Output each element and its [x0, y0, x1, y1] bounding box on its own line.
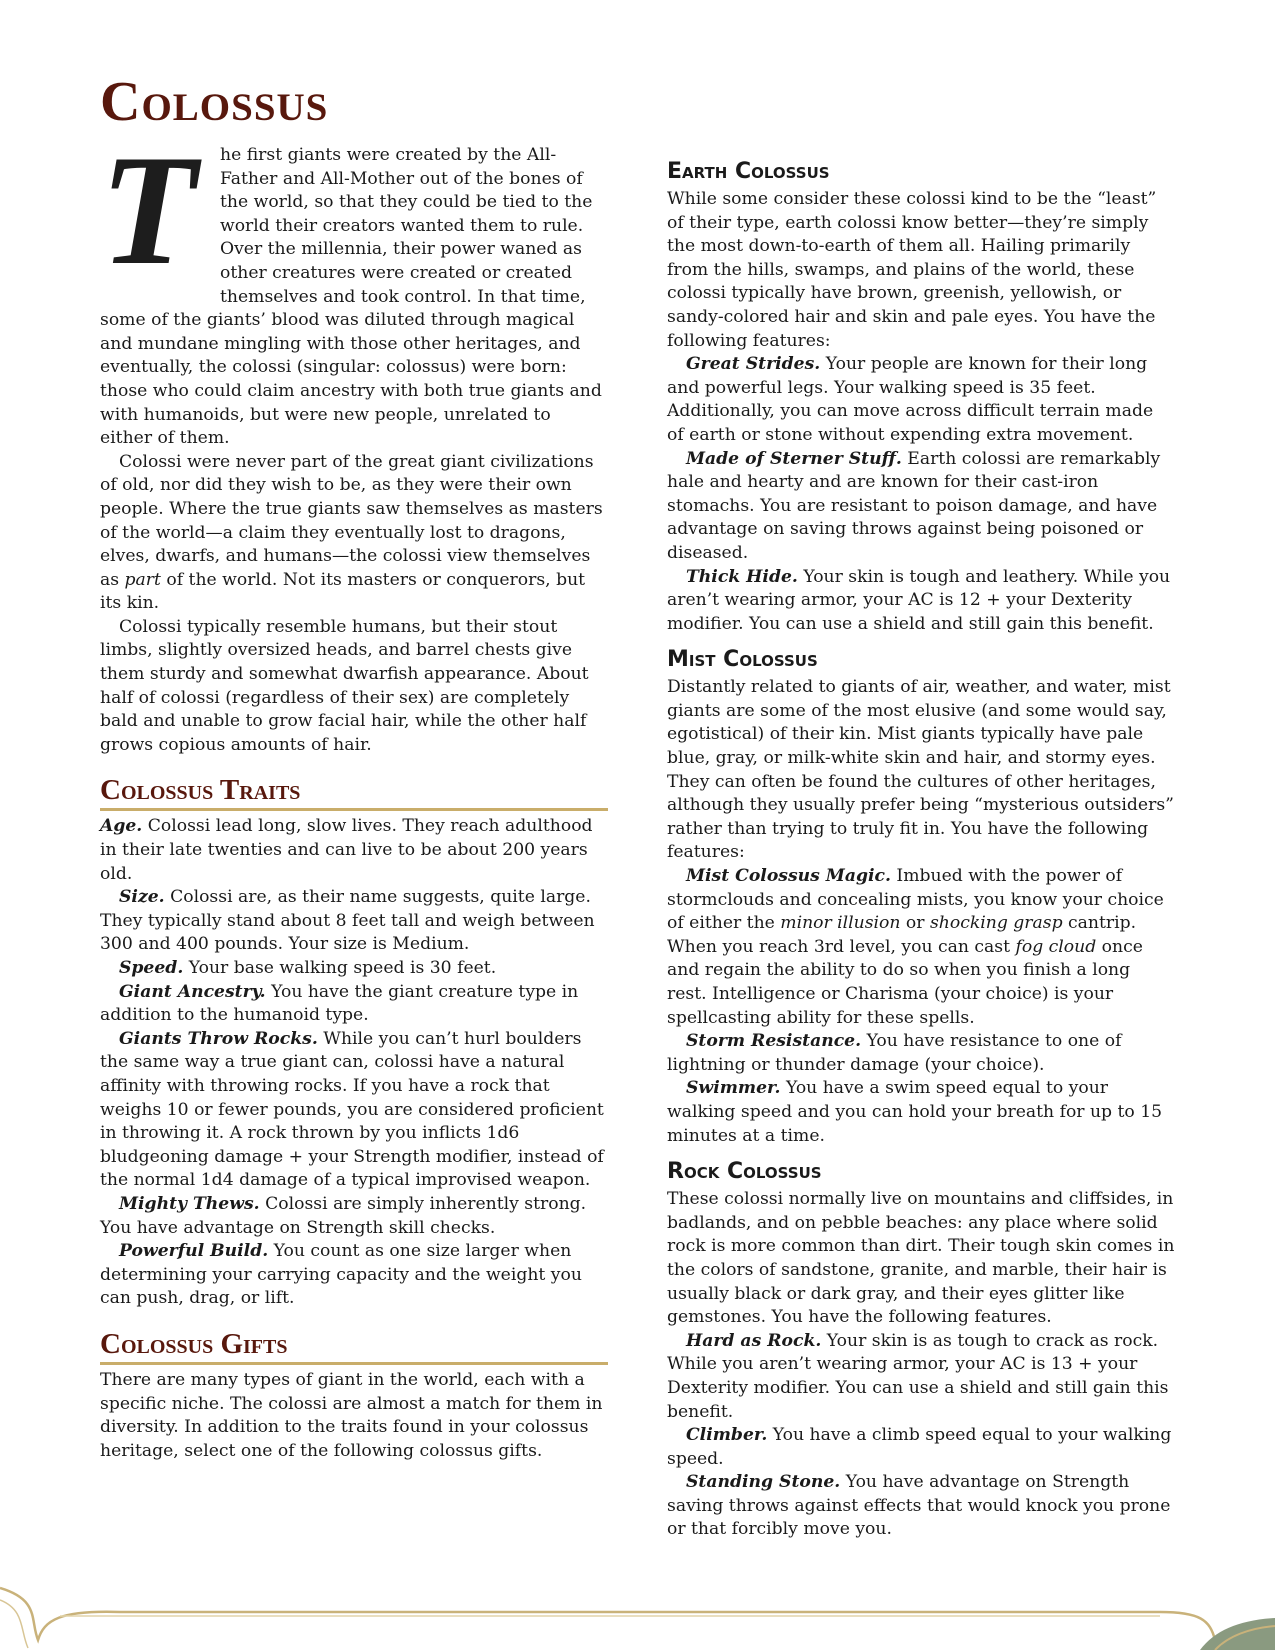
rock-standing-stone [667, 1471, 1175, 1542]
feature-text: Imbued with the power of stormclouds and concealing mists, you know your choice of either the [667, 866, 1164, 934]
feature-name: Made of Sterner Stuff. [686, 448, 902, 469]
feature-text: cantrip. When you reach 3rd level, you can cast [667, 913, 1137, 957]
footer-ornament [0, 1560, 1275, 1650]
feature-text: Your skin is tough and leathery. While you aren’t wearing armor, your AC is 12 + your Dexterity modifier. You can use a shield and still gain this benefit. [667, 566, 1171, 634]
rock-paragraph: These colossi normally live on mountains and cliffsides, in badlands, and on pebble beaches: any place where solid rock is more common than dirt. Their tough skin comes in the colors of sandstone, granite, and marble, their hair is usually black or dark gray, and their eyes glitter like gemstones. You have the following features. [667, 1189, 1175, 1328]
feature-text: or [900, 913, 930, 934]
feature-name: Standing Stone. [686, 1472, 841, 1493]
earth-thick-hide [667, 566, 1175, 637]
spell-name: fog cloud [1015, 936, 1097, 957]
feature-text: You have resistance to one of lightning or thunder damage (your choice). [667, 1031, 1122, 1075]
trait-name: Mighty Thews. [119, 1193, 260, 1214]
feature-text: once and regain the ability to do so when you finish a long rest. Intelligence or Charisma (your choice) is your spellcasting ability for these spells. [667, 936, 1143, 1028]
trait-speed [100, 957, 608, 981]
earth-sterner-stuff [667, 448, 1175, 566]
trait-name: Giants Throw Rocks. [119, 1028, 318, 1049]
feature-text: Your people are known for their long and powerful legs. Your walking speed is 35 feet. Additionally, you can move across difficult terrain made of earth or stone without expending extra movement. [667, 354, 1154, 445]
trait-name: Powerful Build. [119, 1241, 269, 1262]
mist-colossus-magic [667, 865, 1175, 1030]
feature-text: Earth colossi are remarkably hale and hearty and are known for their cast-iron stomachs. You are resistant to poison damage, and have advantage on saving throws against being poisoned or diseased. [667, 448, 1161, 563]
feature-name: Great Strides. [686, 354, 821, 375]
spell-name: minor illusion [780, 913, 901, 934]
trait-text: You have the giant creature type in addition to the humanoid type. [100, 981, 579, 1026]
trait-text: Colossi are simply inherently strong. You have advantage on Strength skill checks. [100, 1193, 587, 1238]
trait-giant-ancestry [100, 981, 608, 1028]
gifts-heading: Colossus Gifts [100, 1327, 608, 1365]
intro-emphasis: part [124, 569, 161, 590]
intro-paragraph-3: Colossi typically resemble humans, but their stout limbs, slightly oversized heads, and barrel chests give them sturdy and somewhat dwarfish appearance. About half of colossi (regardless of their sex) are completely bald and unable to grow facial hair, while the other half grows copious amounts of hair. [100, 616, 589, 755]
left-column [100, 123, 608, 1463]
intro-text-1: he first giants were created by the All-Father and All-Mother out of the bones of the world, so that they could be tied to the world their creators wanted them to rule. Over the millennia, their power waned as other creatures were created or created themselves and took control. In that time, some of the giants’ blood was diluted through magical and mundane mingling with those other heritages, and eventually, the colossi (singular: colossus) were born: those who could claim ancestry with both true giants and with humanoids, but were new people, unrelated to either of them. [100, 145, 602, 449]
trait-text: Colossi are, as their name suggests, quite large. They typically stand about 8 feet tall and weigh between 300 and 400 pounds. Your size is Medium. [100, 887, 595, 955]
trait-powerful-build [100, 1240, 608, 1311]
right-column [667, 158, 1175, 1542]
intro-paragraph-2 [100, 451, 608, 616]
feature-text: You have a climb speed equal to your walking speed. [667, 1425, 1172, 1469]
trait-size [100, 886, 608, 957]
trait-giants-throw-rocks [100, 1028, 608, 1193]
earth-heading: Earth Colossus [667, 159, 830, 184]
feature-name: Storm Resistance. [686, 1031, 862, 1052]
intro-paragraph-1 [100, 123, 608, 451]
feature-text: Your skin is as tough to crack as rock. While you aren’t wearing armor, your AC is 13 + your Dexterity modifier. You can use a shield and still gain this benefit. [667, 1330, 1169, 1422]
feature-name: Swimmer. [686, 1078, 781, 1099]
feature-name: Mist Colossus Magic. [686, 866, 891, 887]
traits-heading: Colossus Traits [100, 773, 608, 811]
trait-text: You count as one size larger when determining your carrying capacity and the weight you can push, drag, or lift. [100, 1241, 582, 1309]
rock-heading: Rock Colossus [667, 1159, 822, 1185]
trait-name: Speed. [119, 958, 184, 978]
spell-name: shocking grasp [929, 913, 1063, 934]
feature-text: You have a swim speed equal to your walking speed and you can hold your breath for up to 15 minutes at a time. [667, 1078, 1163, 1146]
trait-name: Age. [100, 816, 143, 837]
trait-text: Your base walking speed is 30 feet. [183, 958, 497, 978]
trait-age [100, 815, 608, 886]
rock-hard-as-rock [667, 1330, 1175, 1424]
intro-text-2b: of the world. Not its masters or conquerors, but its kin. [100, 569, 586, 614]
mist-paragraph: Distantly related to giants of air, weather, and water, mist giants are some of the most elusive (and some would say, egotistical) of their kin. Mist giants typically have pale blue, gray, or milk-white skin and hair, and stormy eyes. They can often be found the cultures of other heritages, although they usually prefer being “mysterious outsiders” rather than trying to truly fit in. You have the following features: [667, 677, 1174, 863]
rock-climber [667, 1424, 1175, 1471]
mist-swimmer [667, 1077, 1175, 1148]
earth-paragraph: While some consider these colossi kind to be the “least” of their type, earth colossi know better—they’re simply the most down-to-earth of them all. Hailing primarily from the hills, swamps, and plains of the world, these colossi typically have brown, greenish, yellowish, or sandy-colored hair and skin and pale eyes. You have the following features: [667, 189, 1157, 351]
drop-cap: T [100, 123, 197, 298]
trait-text: While you can’t hurl boulders the same way a true giant can, colossi have a natural affinity with throwing rocks. If you have a rock that weighs 10 or fewer pounds, you are considered proficient in throwing it. A rock thrown by you inflicts 1d6 bludgeoning damage + your Strength modifier, instead of the normal 1d4 damage of a typical improvised weapon. [100, 1028, 604, 1191]
feature-name: Climber. [686, 1425, 768, 1446]
trait-text: Colossi lead long, slow lives. They reach adulthood in their late twenties and can live to be about 200 years old. [100, 816, 593, 884]
trait-name: Giant Ancestry. [119, 981, 266, 1002]
feature-name: Thick Hide. [686, 566, 798, 587]
feature-text: You have advantage on Strength saving throws against effects that would knock you prone or that forcibly move you. [667, 1472, 1171, 1540]
gifts-paragraph: There are many types of giant in the world, each with a specific niche. The colossi are almost a match for them in diversity. In addition to the traits found in your colossus heritage, select one of the following colossus gifts. [100, 1369, 603, 1461]
page-title: Colossus [100, 71, 329, 133]
trait-mighty-thews [100, 1193, 608, 1240]
trait-name: Size. [119, 887, 165, 908]
feature-name: Hard as Rock. [686, 1330, 822, 1351]
intro-text-2a: Colossi were never part of the great giant civilizations of old, nor did they wish to be, as they were their own people. Where the true giants saw themselves as masters of the world—a claim they eventually lost to dragons, elves, dwarfs, and humans—the colossi view themselves as [100, 451, 603, 590]
earth-great-strides [667, 353, 1175, 447]
mist-storm-resistance [667, 1030, 1175, 1077]
mist-heading: Mist Colossus [667, 647, 818, 673]
